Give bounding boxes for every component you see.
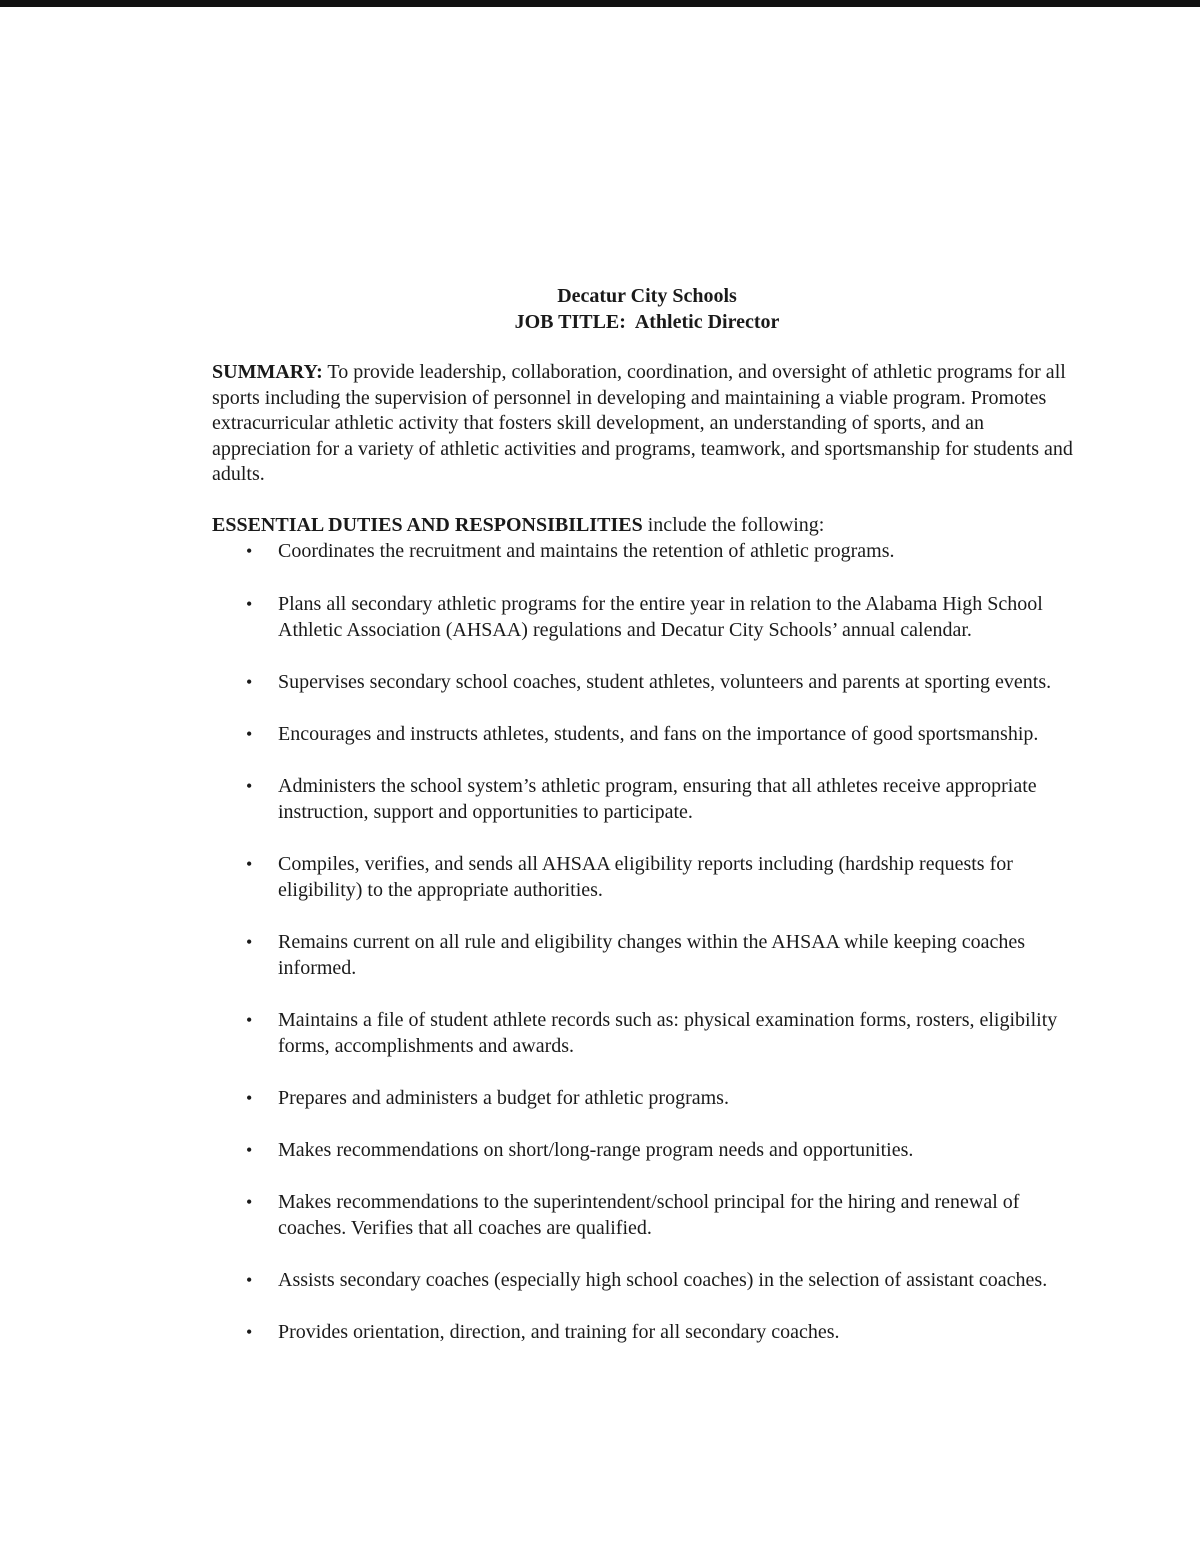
list-item: • Remains current on all rule and eligibility changes within the AHSAA while keeping coaches informed.: [246, 931, 1026, 979]
document-page: [212, 283, 1082, 1345]
duties-heading: [212, 513, 1082, 539]
duties-label: ESSENTIAL DUTIES AND RESPONSIBILITIES: [212, 513, 643, 536]
list-item: • Compiles, verifies, and sends all AHSAA eligibility reports including (hardship requests for eligibility) to the appropriate authorities.: [246, 853, 1013, 901]
summary-paragraph: [212, 360, 1082, 488]
list-item: • Supervises secondary school coaches, student athletes, volunteers and parents at sporting events.: [246, 671, 1052, 693]
list-item: • Makes recommendations on short/long-range program needs and opportunities.: [246, 1139, 914, 1161]
bullet-icon: •: [246, 854, 253, 874]
organization-name: Decatur City Schools: [557, 285, 737, 307]
list-item: • Assists secondary coaches (especially high school coaches) in the selection of assistant coaches.: [246, 1269, 1048, 1291]
list-item: • Maintains a file of student athlete records such as: physical examination forms, rosters, eligibility forms, accomplishments and awards.: [246, 1009, 1058, 1057]
list-item: • Plans all secondary athletic programs for the entire year in relation to the Alabama High School Athletic Association (AHSAA) regulations and Decatur City Schools’ annual calendar.: [246, 593, 1043, 641]
bullet-icon: •: [246, 541, 253, 561]
summary-text: To provide leadership, collaboration, coordination, and oversight of athletic programs for all sports including the supervision of personnel in developing and maintaining a viable program. Promotes extracurricular athletic activity that fosters skill development, an understanding of sports, and an appreciation for a variety of athletic activities and programs, teamwork, and sportsmanship for students and adults.: [212, 361, 1073, 485]
list-item: • Provides orientation, direction, and training for all secondary coaches.: [246, 1321, 840, 1343]
bullet-icon: •: [246, 776, 253, 796]
bullet-icon: •: [246, 1270, 253, 1290]
summary-label: SUMMARY:: [212, 361, 323, 383]
duties-list: [212, 538, 1082, 1345]
bullet-icon: •: [246, 1010, 253, 1030]
list-item: • Administers the school system’s athletic program, ensuring that all athletes receive appropriate instruction, support and opportunities to participate.: [246, 775, 1037, 823]
duties-intro: include the following:: [647, 513, 825, 536]
document-header: [212, 283, 1082, 335]
bullet-icon: •: [246, 1088, 253, 1108]
list-item: • Makes recommendations to the superintendent/school principal for the hiring and renewal of coaches. Verifies that all coaches are qualified.: [246, 1191, 1020, 1239]
bullet-icon: •: [246, 932, 253, 952]
scan-top-edge: [0, 0, 1200, 7]
bullet-icon: •: [246, 1192, 253, 1212]
bullet-icon: •: [246, 724, 253, 744]
list-item: • Coordinates the recruitment and maintains the retention of athletic programs.: [246, 540, 895, 562]
bullet-icon: •: [246, 594, 253, 614]
job-title: JOB TITLE: Athletic Director: [514, 311, 780, 333]
list-item: • Prepares and administers a budget for athletic programs.: [246, 1087, 729, 1109]
bullet-icon: •: [246, 1140, 253, 1160]
list-item: • Encourages and instructs athletes, students, and fans on the importance of good sportsmanship.: [246, 723, 1039, 745]
bullet-icon: •: [246, 1322, 253, 1342]
bullet-icon: •: [246, 672, 253, 692]
